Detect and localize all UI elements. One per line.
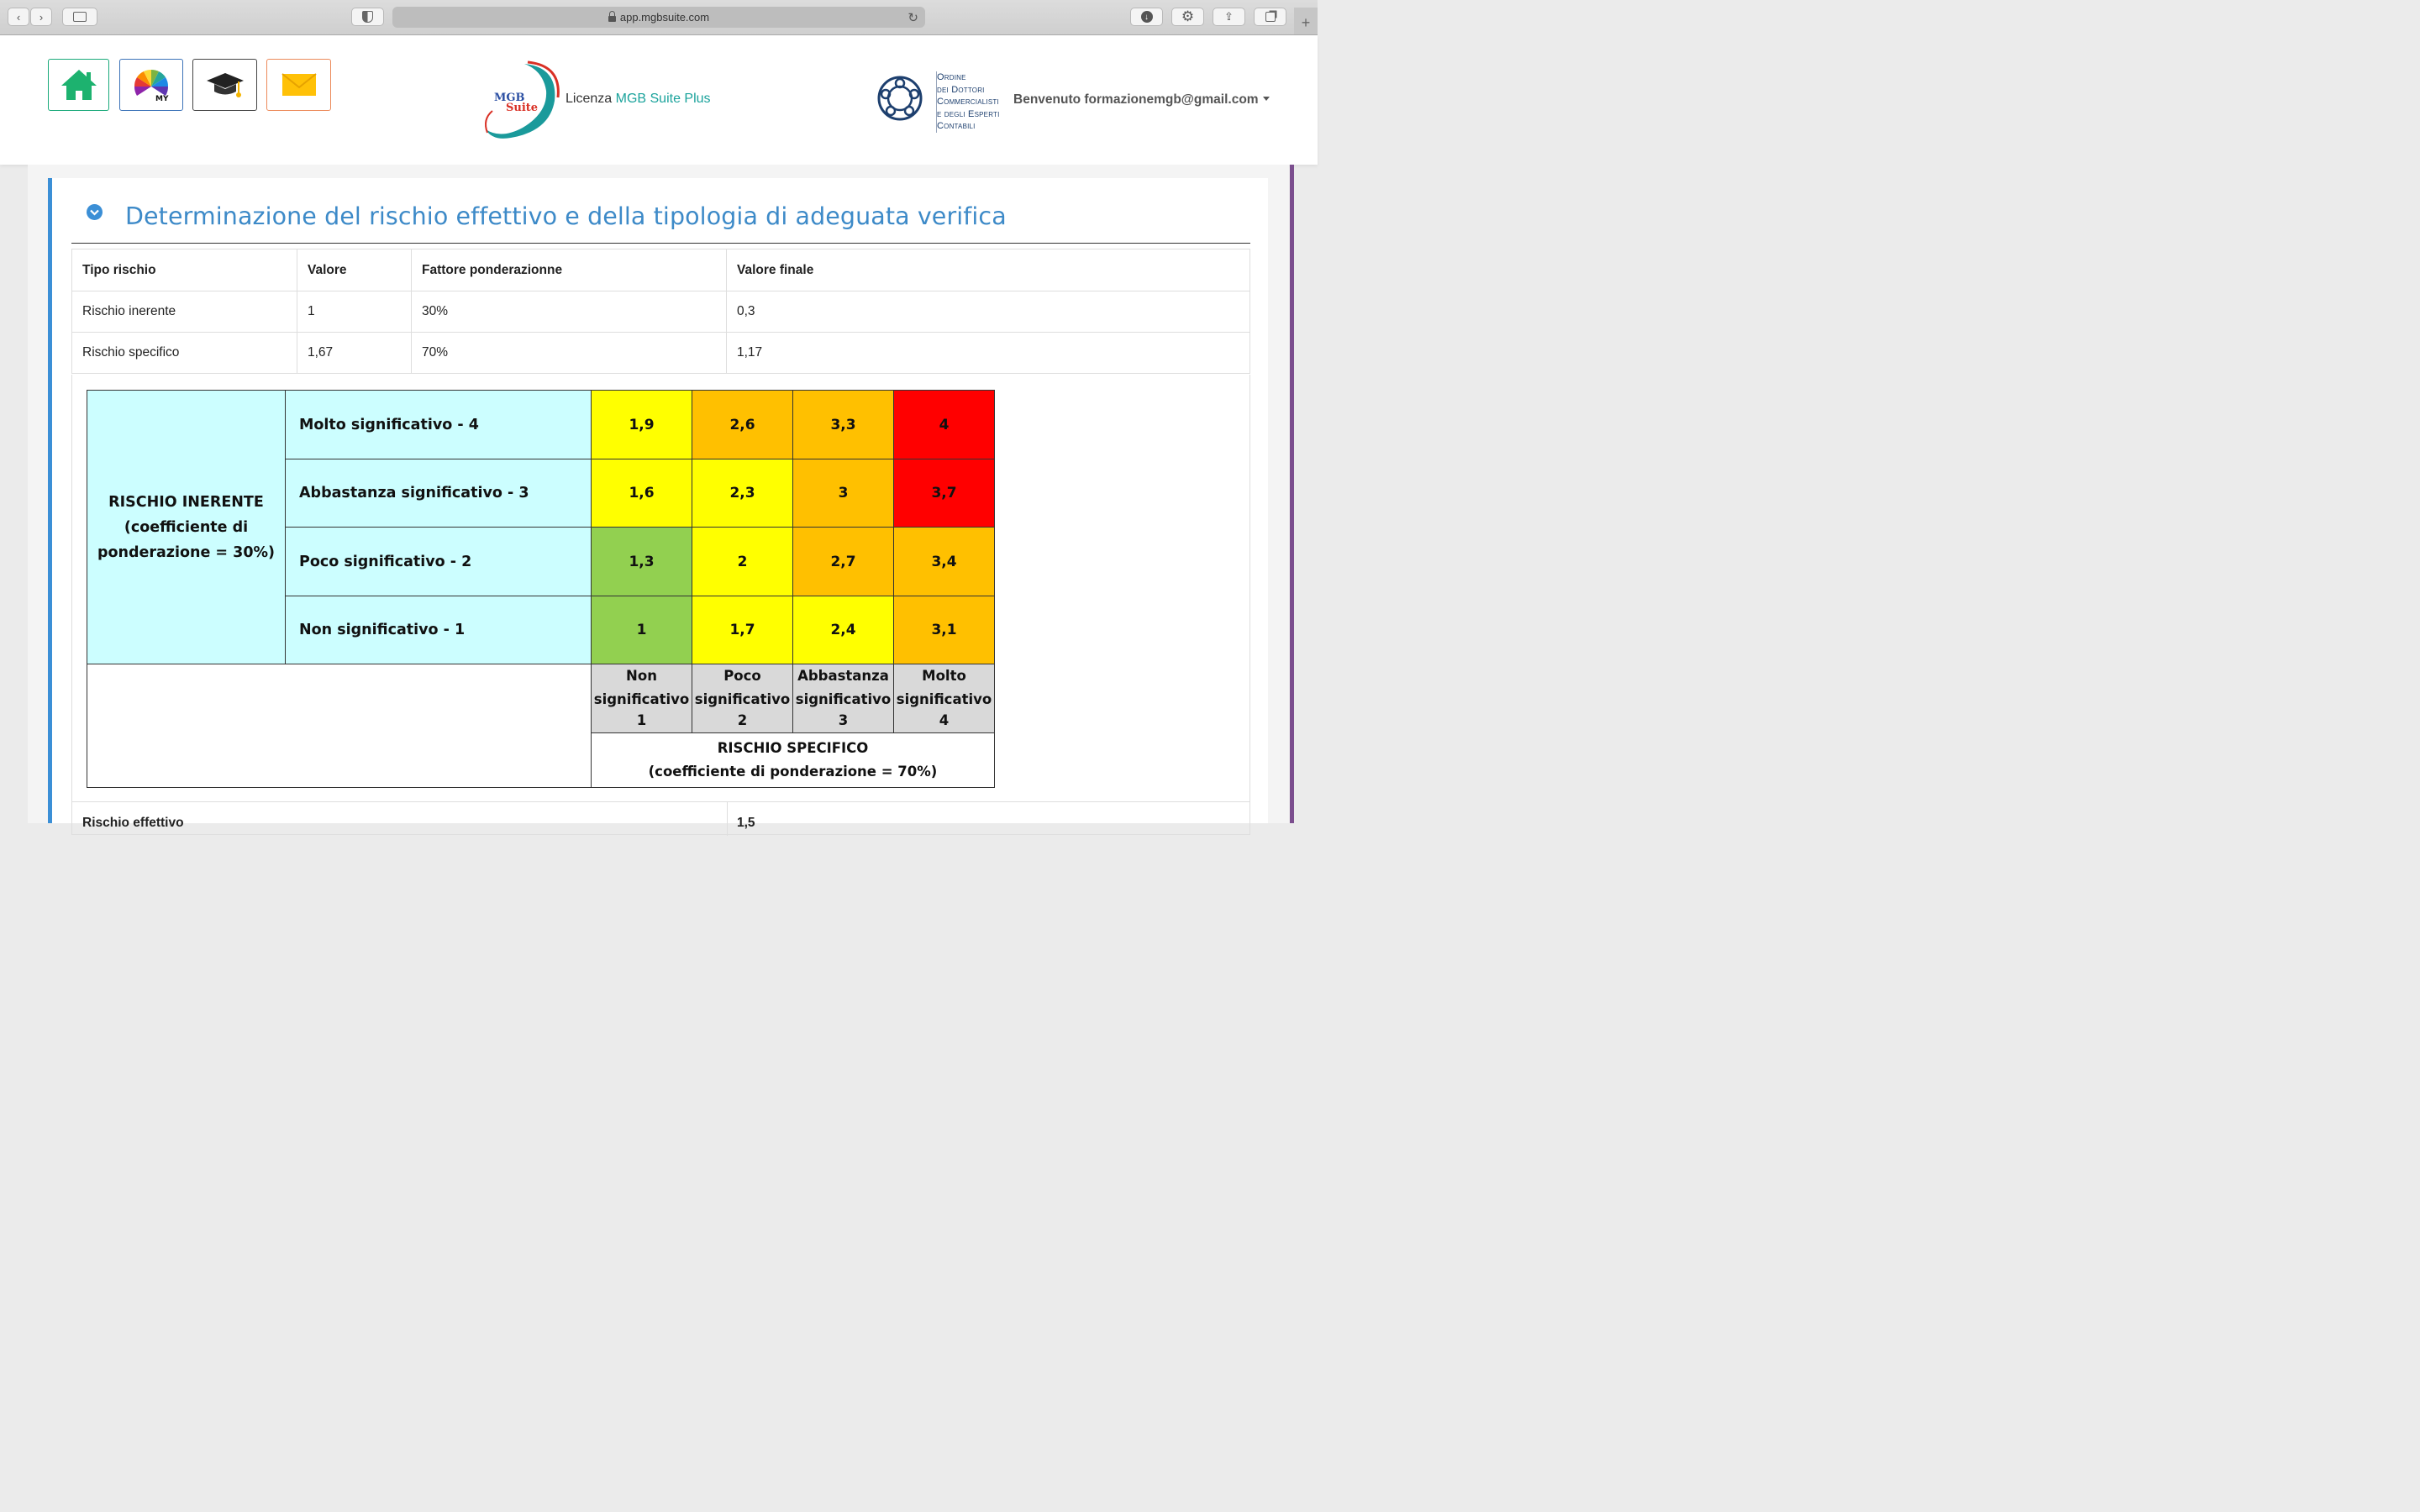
side-accent [1290, 165, 1294, 823]
odcec-emblem-icon [876, 75, 923, 122]
mgb-suite-logo [481, 60, 561, 143]
matrix-value: 1,7 [692, 596, 793, 664]
column-header: Valore finale [727, 249, 1250, 291]
column-label-line: 3 [838, 712, 849, 728]
matrix-value: 1 [592, 596, 692, 664]
new-tab-button[interactable]: + [1294, 8, 1318, 34]
envelope-icon [281, 71, 318, 98]
collapse-toggle-icon[interactable] [87, 204, 103, 220]
odcec-logo-text [936, 71, 1013, 133]
odcec-line: e degli Esperti [937, 108, 1000, 119]
table-cell: 1 [297, 291, 412, 333]
effective-risk-row [71, 801, 1250, 835]
svg-text:MY: MY [155, 95, 169, 103]
url-text: app.mgbsuite.com [619, 11, 710, 24]
download-icon: ↓ [1141, 11, 1153, 23]
specific-risk-label [592, 733, 995, 788]
specific-label-line: RISCHIO SPECIFICO [717, 740, 869, 756]
column-header: Tipo rischio [72, 249, 297, 291]
odcec-line: Commercialisti [937, 97, 999, 107]
inherent-label-line: (coefficiente di [124, 518, 249, 536]
back-button[interactable]: ‹ [8, 8, 29, 26]
lock-icon [608, 16, 616, 22]
column-label [592, 664, 692, 733]
matrix-value: 3,7 [894, 459, 995, 528]
cell-divider [727, 802, 728, 836]
share-icon: ⇪ [1224, 10, 1234, 23]
risk-matrix [87, 390, 995, 788]
welcome-text: Benvenuto formazionemgb@gmail.com [1013, 92, 1259, 107]
effective-risk-label: Rischio effettivo [82, 816, 184, 830]
inherent-label-line: ponderazione = 30%) [97, 543, 276, 561]
matrix-value: 1,9 [592, 391, 692, 459]
effective-risk-value: 1,5 [737, 816, 755, 830]
gear-icon: ⚙ [1181, 8, 1195, 24]
odcec-line: Contabili [937, 121, 976, 131]
license-name: MGB Suite Plus [615, 92, 711, 106]
table-cell: 70% [412, 333, 727, 374]
column-header: Fattore ponderazionne [412, 249, 727, 291]
tabs-overview-button[interactable] [1254, 8, 1286, 26]
column-label-line: significativo [593, 691, 690, 707]
column-label-line: significativo [795, 691, 892, 707]
inherent-label-line: RISCHIO INERENTE [108, 493, 264, 511]
svg-text:MGB: MGB [494, 92, 525, 104]
column-label-line: significativo [694, 691, 791, 707]
matrix-value: 3,1 [894, 596, 995, 664]
column-label-line: Poco [723, 668, 761, 684]
messages-button[interactable] [266, 59, 331, 111]
browser-toolbar [0, 0, 1318, 35]
column-label-line: Non [626, 668, 657, 684]
column-label [692, 664, 793, 733]
sidebar-toggle-button[interactable] [62, 8, 97, 26]
column-header: Valore [297, 249, 412, 291]
table-row [72, 333, 1250, 374]
caret-down-icon [1263, 97, 1270, 101]
matrix-value: 1,3 [592, 528, 692, 596]
column-label-line: 1 [636, 712, 647, 728]
svg-text:Suite: Suite [506, 102, 539, 114]
matrix-value: 3,3 [793, 391, 894, 459]
tabs-icon [1265, 12, 1276, 22]
training-button[interactable] [192, 59, 257, 111]
matrix-value: 3,4 [894, 528, 995, 596]
table-row [72, 291, 1250, 333]
table-cell: 0,3 [727, 291, 1250, 333]
license-label [566, 92, 711, 107]
matrix-value: 2,4 [793, 596, 894, 664]
address-bar[interactable] [392, 7, 925, 28]
column-label-line: Abbastanza [797, 668, 889, 684]
column-label [894, 664, 995, 733]
column-label-line: significativo [896, 691, 992, 707]
column-label-line: 4 [939, 712, 950, 728]
table-cell: Rischio inerente [72, 291, 297, 333]
empty-corner-cell [87, 664, 592, 788]
column-label-line: 2 [737, 712, 748, 728]
home-button[interactable] [48, 59, 109, 111]
odcec-line: Ordine [937, 72, 966, 82]
section-title: Determinazione del rischio effettivo e della tipologia di adeguata verifica [125, 202, 1007, 230]
column-label [793, 664, 894, 733]
license-prefix: Licenza [566, 92, 613, 106]
row-label: Non significativo - 1 [286, 596, 592, 664]
share-button[interactable] [1213, 8, 1245, 26]
matrix-value: 2,7 [793, 528, 894, 596]
matrix-value: 2,3 [692, 459, 793, 528]
title-divider [71, 243, 1250, 244]
home-icon [60, 68, 98, 102]
row-label: Molto significativo - 4 [286, 391, 592, 459]
table-cell: 1,17 [727, 333, 1250, 374]
row-label: Poco significativo - 2 [286, 528, 592, 596]
matrix-value: 3 [793, 459, 894, 528]
matrix-value: 2,6 [692, 391, 793, 459]
matrix-value: 2 [692, 528, 793, 596]
user-menu[interactable] [1013, 92, 1270, 108]
downloads-button[interactable] [1130, 8, 1163, 26]
my-area-button[interactable] [119, 59, 183, 111]
inherent-risk-label [87, 391, 286, 664]
column-label-line: Molto [922, 668, 966, 684]
row-label: Abbastanza significativo - 3 [286, 459, 592, 528]
table-header-row [72, 249, 1250, 291]
sidebar-icon [73, 12, 87, 22]
graduation-cap-icon [205, 68, 245, 102]
matrix-value: 1,6 [592, 459, 692, 528]
color-wheel-icon [132, 66, 171, 103]
table-cell: Rischio specifico [72, 333, 297, 374]
privacy-shield-button[interactable] [351, 8, 384, 26]
odcec-line: dei Dottori [937, 84, 985, 95]
table-cell: 1,67 [297, 333, 412, 374]
shield-icon [362, 11, 373, 23]
app-header [0, 35, 1318, 165]
specific-label-line: (coefficiente di ponderazione = 70%) [648, 764, 938, 780]
reload-icon[interactable]: ↻ [908, 11, 918, 25]
forward-button[interactable]: › [30, 8, 52, 26]
matrix-value: 4 [894, 391, 995, 459]
table-cell: 30% [412, 291, 727, 333]
risk-table [71, 249, 1250, 374]
extension-button[interactable] [1171, 8, 1204, 26]
